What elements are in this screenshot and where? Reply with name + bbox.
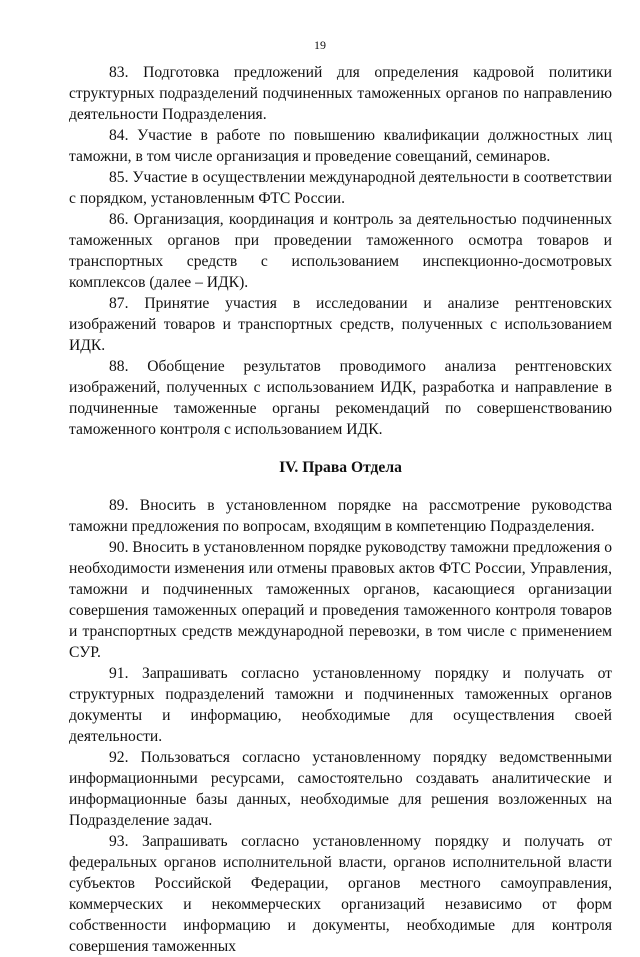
- paragraph-91: 91. Запрашивать согласно установленному порядку и получать от структурных подразделений таможни и подчиненных таможенных органов документы и информацию, необходимые для осуществления своей деятельности.: [69, 665, 612, 745]
- paragraph-83: 83. Подготовка предложений для определения кадровой политики структурных подразделений подчиненных таможенных органов по направлению деятельности Подразделения.: [69, 64, 612, 123]
- page-number: 19: [314, 38, 326, 52]
- paragraph-90: 90. Вносить в установленном порядке руководству таможни предложения о необходимости изменения или отмены правовых актов ФТС России, Управления, таможни и подчиненных таможенных органов, касающиеся организации совершения таможенных операций и проведения таможенного контроля товаров и транспортных средств международной перевозки, в том числе с применением СУР.: [69, 539, 612, 661]
- paragraph-86: 86. Организация, координация и контроль за деятельностью подчиненных таможенных органов при проведении таможенного осмотра товаров и транспортных средств с использованием инспекционно-досмотровых комплексов (далее – ИДК).: [69, 211, 612, 291]
- section-heading: IV. Права Отдела: [279, 459, 402, 476]
- paragraph-85: 85. Участие в осуществлении международной деятельности в соответствии с порядком, установленным ФТС России.: [69, 169, 612, 207]
- paragraph-89: 89. Вносить в установленном порядке на рассмотрение руководства таможни предложения по вопросам, входящим в компетенцию Подразделения.: [69, 497, 612, 535]
- paragraph-88: 88. Обобщение результатов проводимого анализа рентгеновских изображений, полученных с использованием ИДК, разработка и направление в подчиненные таможенные органы рекомендаций по совершенствованию таможенного контроля с использованием ИДК.: [69, 358, 612, 438]
- paragraph-93: 93. Запрашивать согласно установленному порядку и получать от федеральных органов исполнительной власти, органов исполнительной власти субъектов Российской Федерации, органов местного самоуправления, коммерческих и некоммерческих организаций независимо от форм собственности информацию и документы, необходимые для контроля совершения таможенных: [69, 833, 612, 955]
- paragraph-92: 92. Пользоваться согласно установленному порядку ведомственными информационными ресурсами, самостоятельно создавать аналитические и информационные базы данных, необходимые для решения возложенных на Подразделение задач.: [69, 749, 612, 829]
- paragraph-84: 84. Участие в работе по повышению квалификации должностных лиц таможни, в том числе организация и проведение совещаний, семинаров.: [69, 127, 612, 165]
- paragraph-87: 87. Принятие участия в исследовании и анализе рентгеновских изображений товаров и транспортных средств, полученных с использованием ИДК.: [69, 295, 612, 354]
- document-body: [69, 62, 612, 957]
